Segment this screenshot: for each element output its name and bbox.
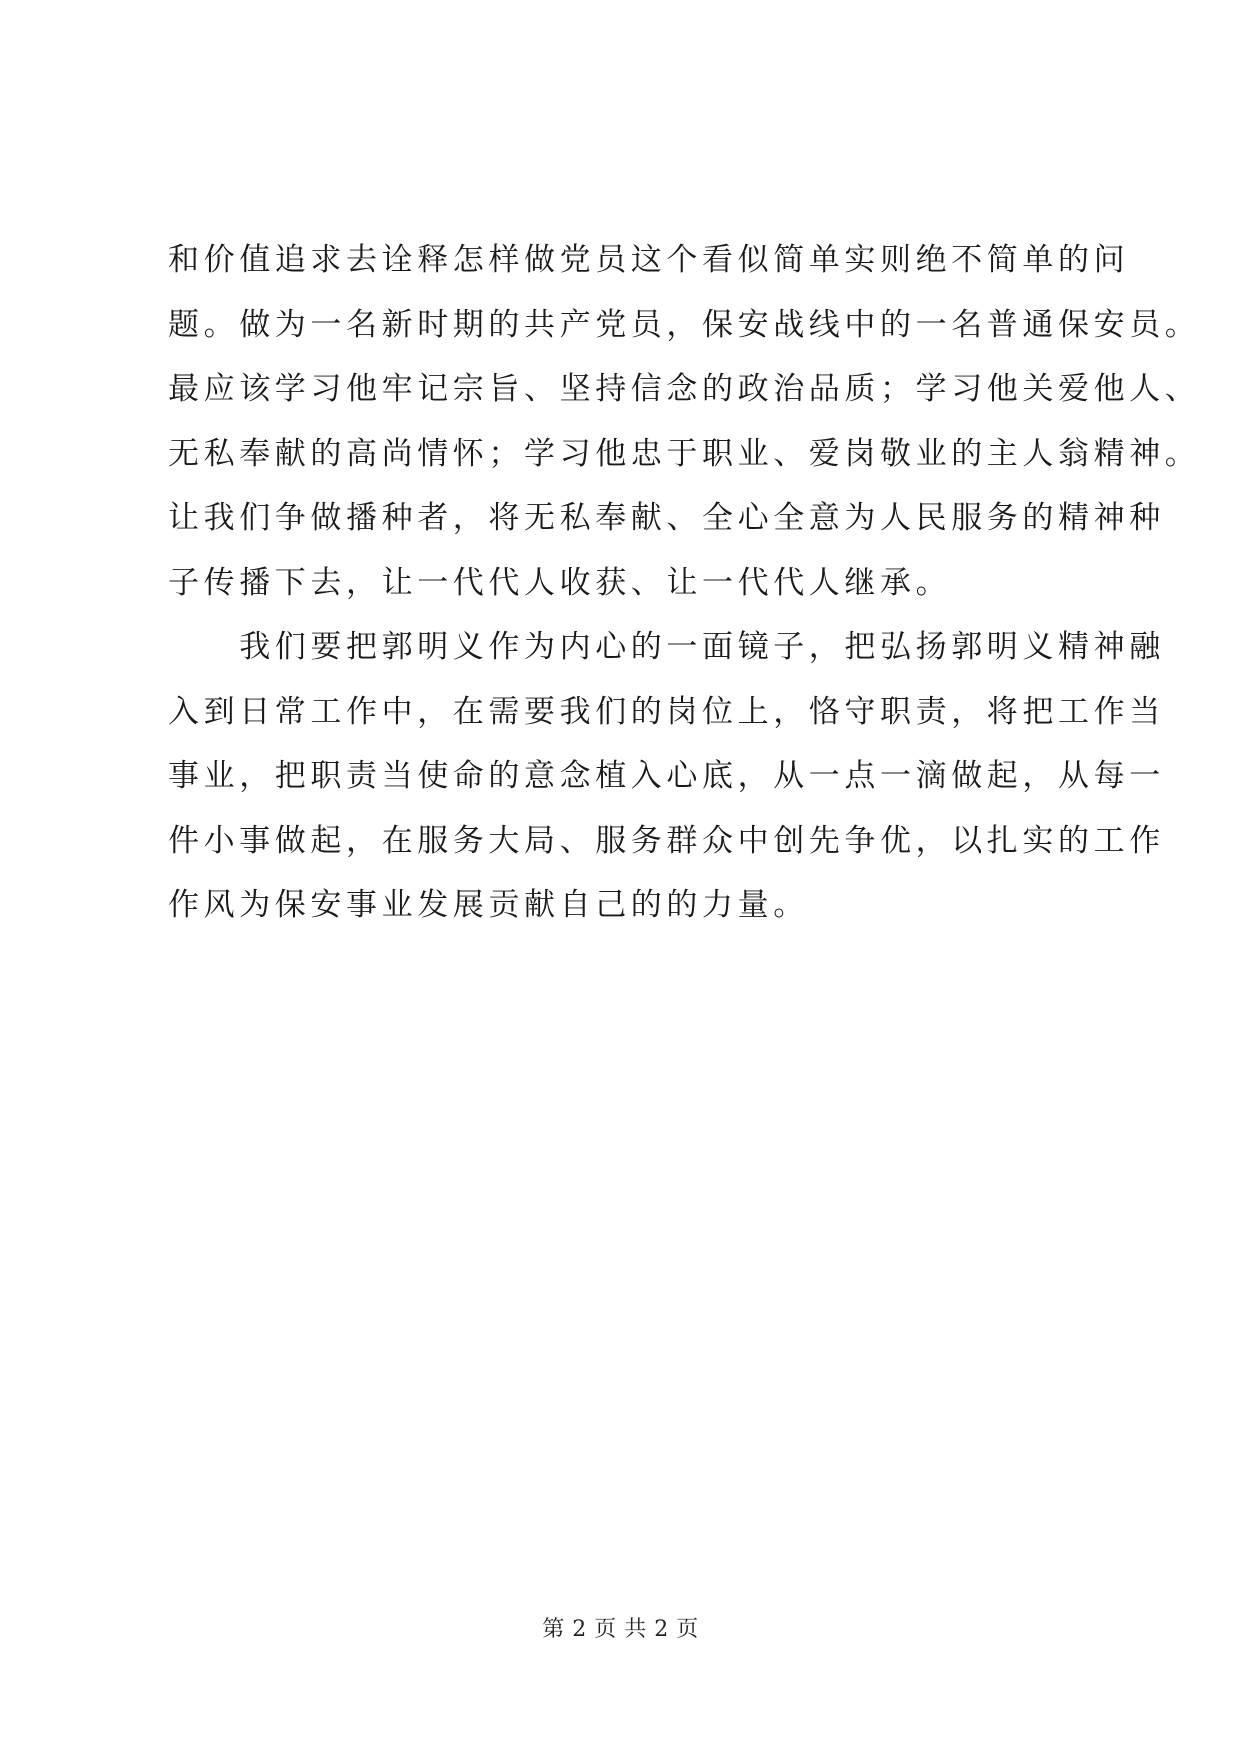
text-line: 和价值追求去诠释怎样做党员这个看似简单实则绝不简单的问	[168, 242, 1130, 278]
text-line: 入到日常工作中，在需要我们的岗位上，恪守职责，将把工作当	[168, 693, 1165, 730]
page-footer	[0, 1612, 1241, 1643]
text-line: 我们要把郭明义作为内心的一面镜子，把弘扬郭明义精神融	[168, 629, 1165, 665]
text-line: 子传播下去，让一代代人收获、让一代代人继承。	[168, 564, 952, 601]
text-line: 作风为保安事业发展贡献自己的的力量。	[168, 887, 809, 923]
text-line: 题。做为一名新时期的共产党员，保安战线中的一名普通保安员。	[168, 306, 1201, 343]
text-line: 最应该学习他牢记宗旨、坚持信念的政治品质；学习他关爱他人、	[168, 371, 1201, 407]
text-line: 件小事做起，在服务大局、服务群众中创先争优，以扎实的工作	[168, 822, 1165, 859]
text-line: 无私奉献的高尚情怀；学习他忠于职业、爱岗敬业的主人翁精神。	[168, 435, 1201, 472]
page-number: 第 2 页 共 2 页	[542, 1617, 699, 1642]
text-line: 事业，把职责当使命的意念植入心底，从一点一滴做起，从每一	[168, 758, 1165, 794]
body-text	[168, 228, 1201, 938]
text-line: 让我们争做播种者，将无私奉献、全心全意为人民服务的精神种	[168, 500, 1165, 536]
